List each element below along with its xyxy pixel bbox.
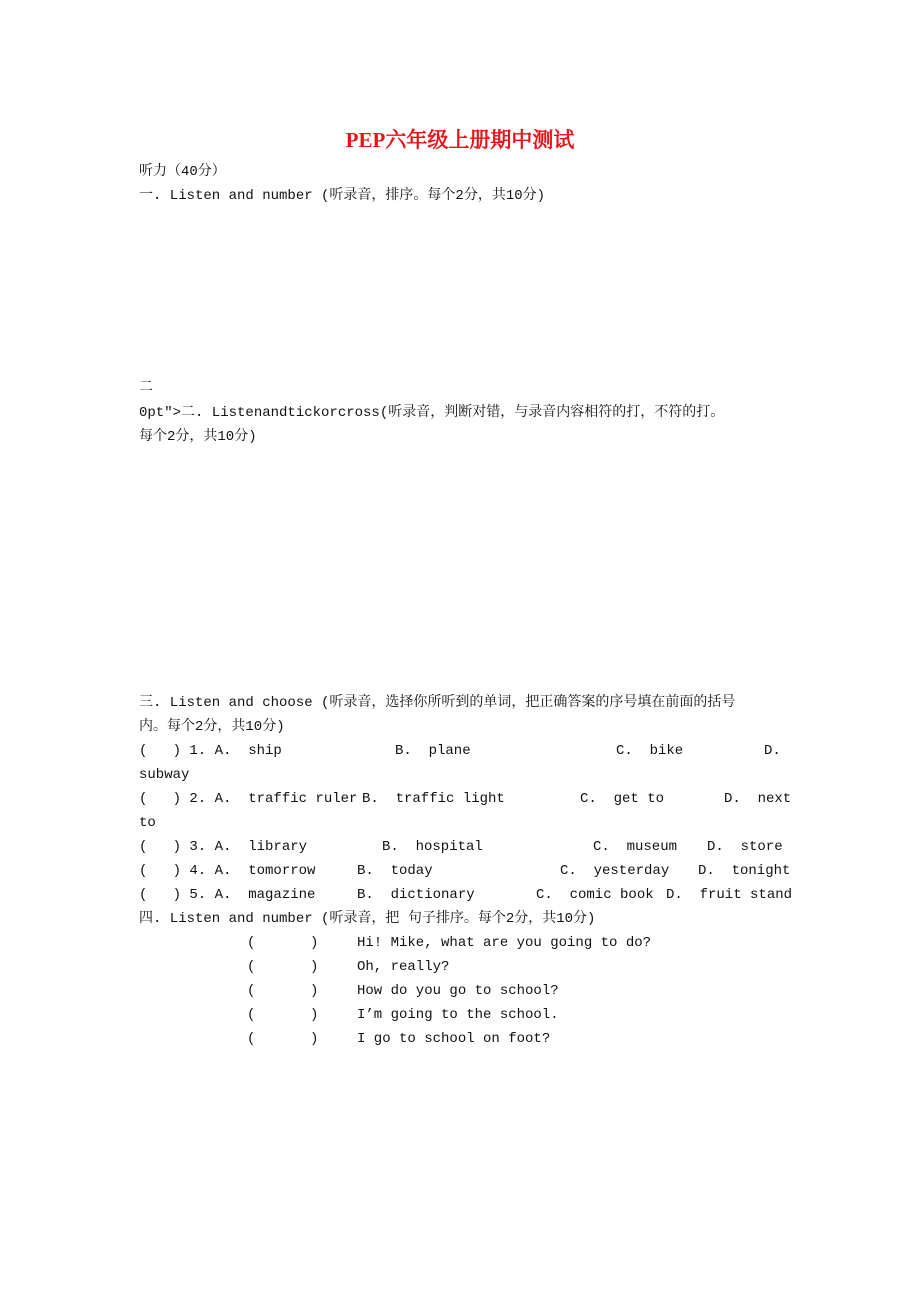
- q4-option-a: ( ) 4. A. tomorrow: [139, 863, 316, 879]
- q1-option-d: D.: [764, 743, 781, 759]
- paren-close: ): [310, 983, 319, 999]
- q1-option-a: ( ) 1. A. ship: [139, 743, 282, 759]
- q5-option-a: ( ) 5. A. magazine: [139, 887, 316, 903]
- section3-heading-cont: 内。每个2分，共10分): [139, 719, 285, 735]
- section4-heading: 四. Listen and number (听录音，把 句子排序。每个2分，共10分): [139, 911, 596, 927]
- section2-heading: 0pt">二. Listenandtickorcross(听录音，判断对错，与录音内容相符的打，不符的打。: [139, 405, 725, 421]
- paren-open: (: [247, 983, 256, 999]
- q2-option-b: B. traffic light: [362, 791, 505, 807]
- q2-option-d: D. next: [724, 791, 792, 807]
- paren-open: (: [247, 1031, 256, 1047]
- q3-option-c: C. museum: [593, 839, 678, 855]
- section2-heading-cont: 每个2分，共10分): [139, 429, 257, 445]
- q2-wrap: to: [139, 815, 156, 831]
- q5-option-d: D. fruit stand: [666, 887, 793, 903]
- q3-option-b: B. hospital: [382, 839, 483, 855]
- q2-option-a: ( ) 2. A. traffic ruler: [139, 791, 358, 807]
- paren-close: ): [310, 1007, 319, 1023]
- section2-stray: 二: [139, 380, 153, 396]
- sentence-text: I’m going to the school.: [357, 1007, 559, 1023]
- paren-close: ): [310, 959, 319, 975]
- q4-option-b: B. today: [357, 863, 433, 879]
- page-title: PEP六年级上册期中测试: [345, 128, 575, 152]
- paren-open: (: [247, 935, 256, 951]
- q5-option-b: B. dictionary: [357, 887, 475, 903]
- paren-open: (: [247, 1007, 256, 1023]
- q4-option-c: C. yesterday: [560, 863, 670, 879]
- sentence-text: How do you go to school?: [357, 983, 559, 999]
- section3-heading: 三. Listen and choose (听录音，选择你所听到的单词，把正确答案的序号填在前面的括号: [139, 695, 736, 711]
- listening-header: 听力（40分）: [139, 164, 226, 180]
- q4-option-d: D. tonight: [698, 863, 791, 879]
- q1-wrap: subway: [139, 767, 190, 783]
- q2-option-c: C. get to: [580, 791, 665, 807]
- sentence-text: Oh, really?: [357, 959, 450, 975]
- paren-close: ): [310, 935, 319, 951]
- q5-option-c: C. comic book: [536, 887, 654, 903]
- q3-option-d: D. store: [707, 839, 783, 855]
- section1-heading: 一. Listen and number (听录音，排序。每个2分，共10分): [139, 188, 546, 204]
- paren-open: (: [247, 959, 256, 975]
- q1-option-c: C. bike: [616, 743, 684, 759]
- paren-close: ): [310, 1031, 319, 1047]
- sentence-text: Hi! Mike, what are you going to do?: [357, 935, 652, 951]
- sentence-text: I go to school on foot?: [357, 1031, 551, 1047]
- q3-option-a: ( ) 3. A. library: [139, 839, 308, 855]
- q1-option-b: B. plane: [395, 743, 471, 759]
